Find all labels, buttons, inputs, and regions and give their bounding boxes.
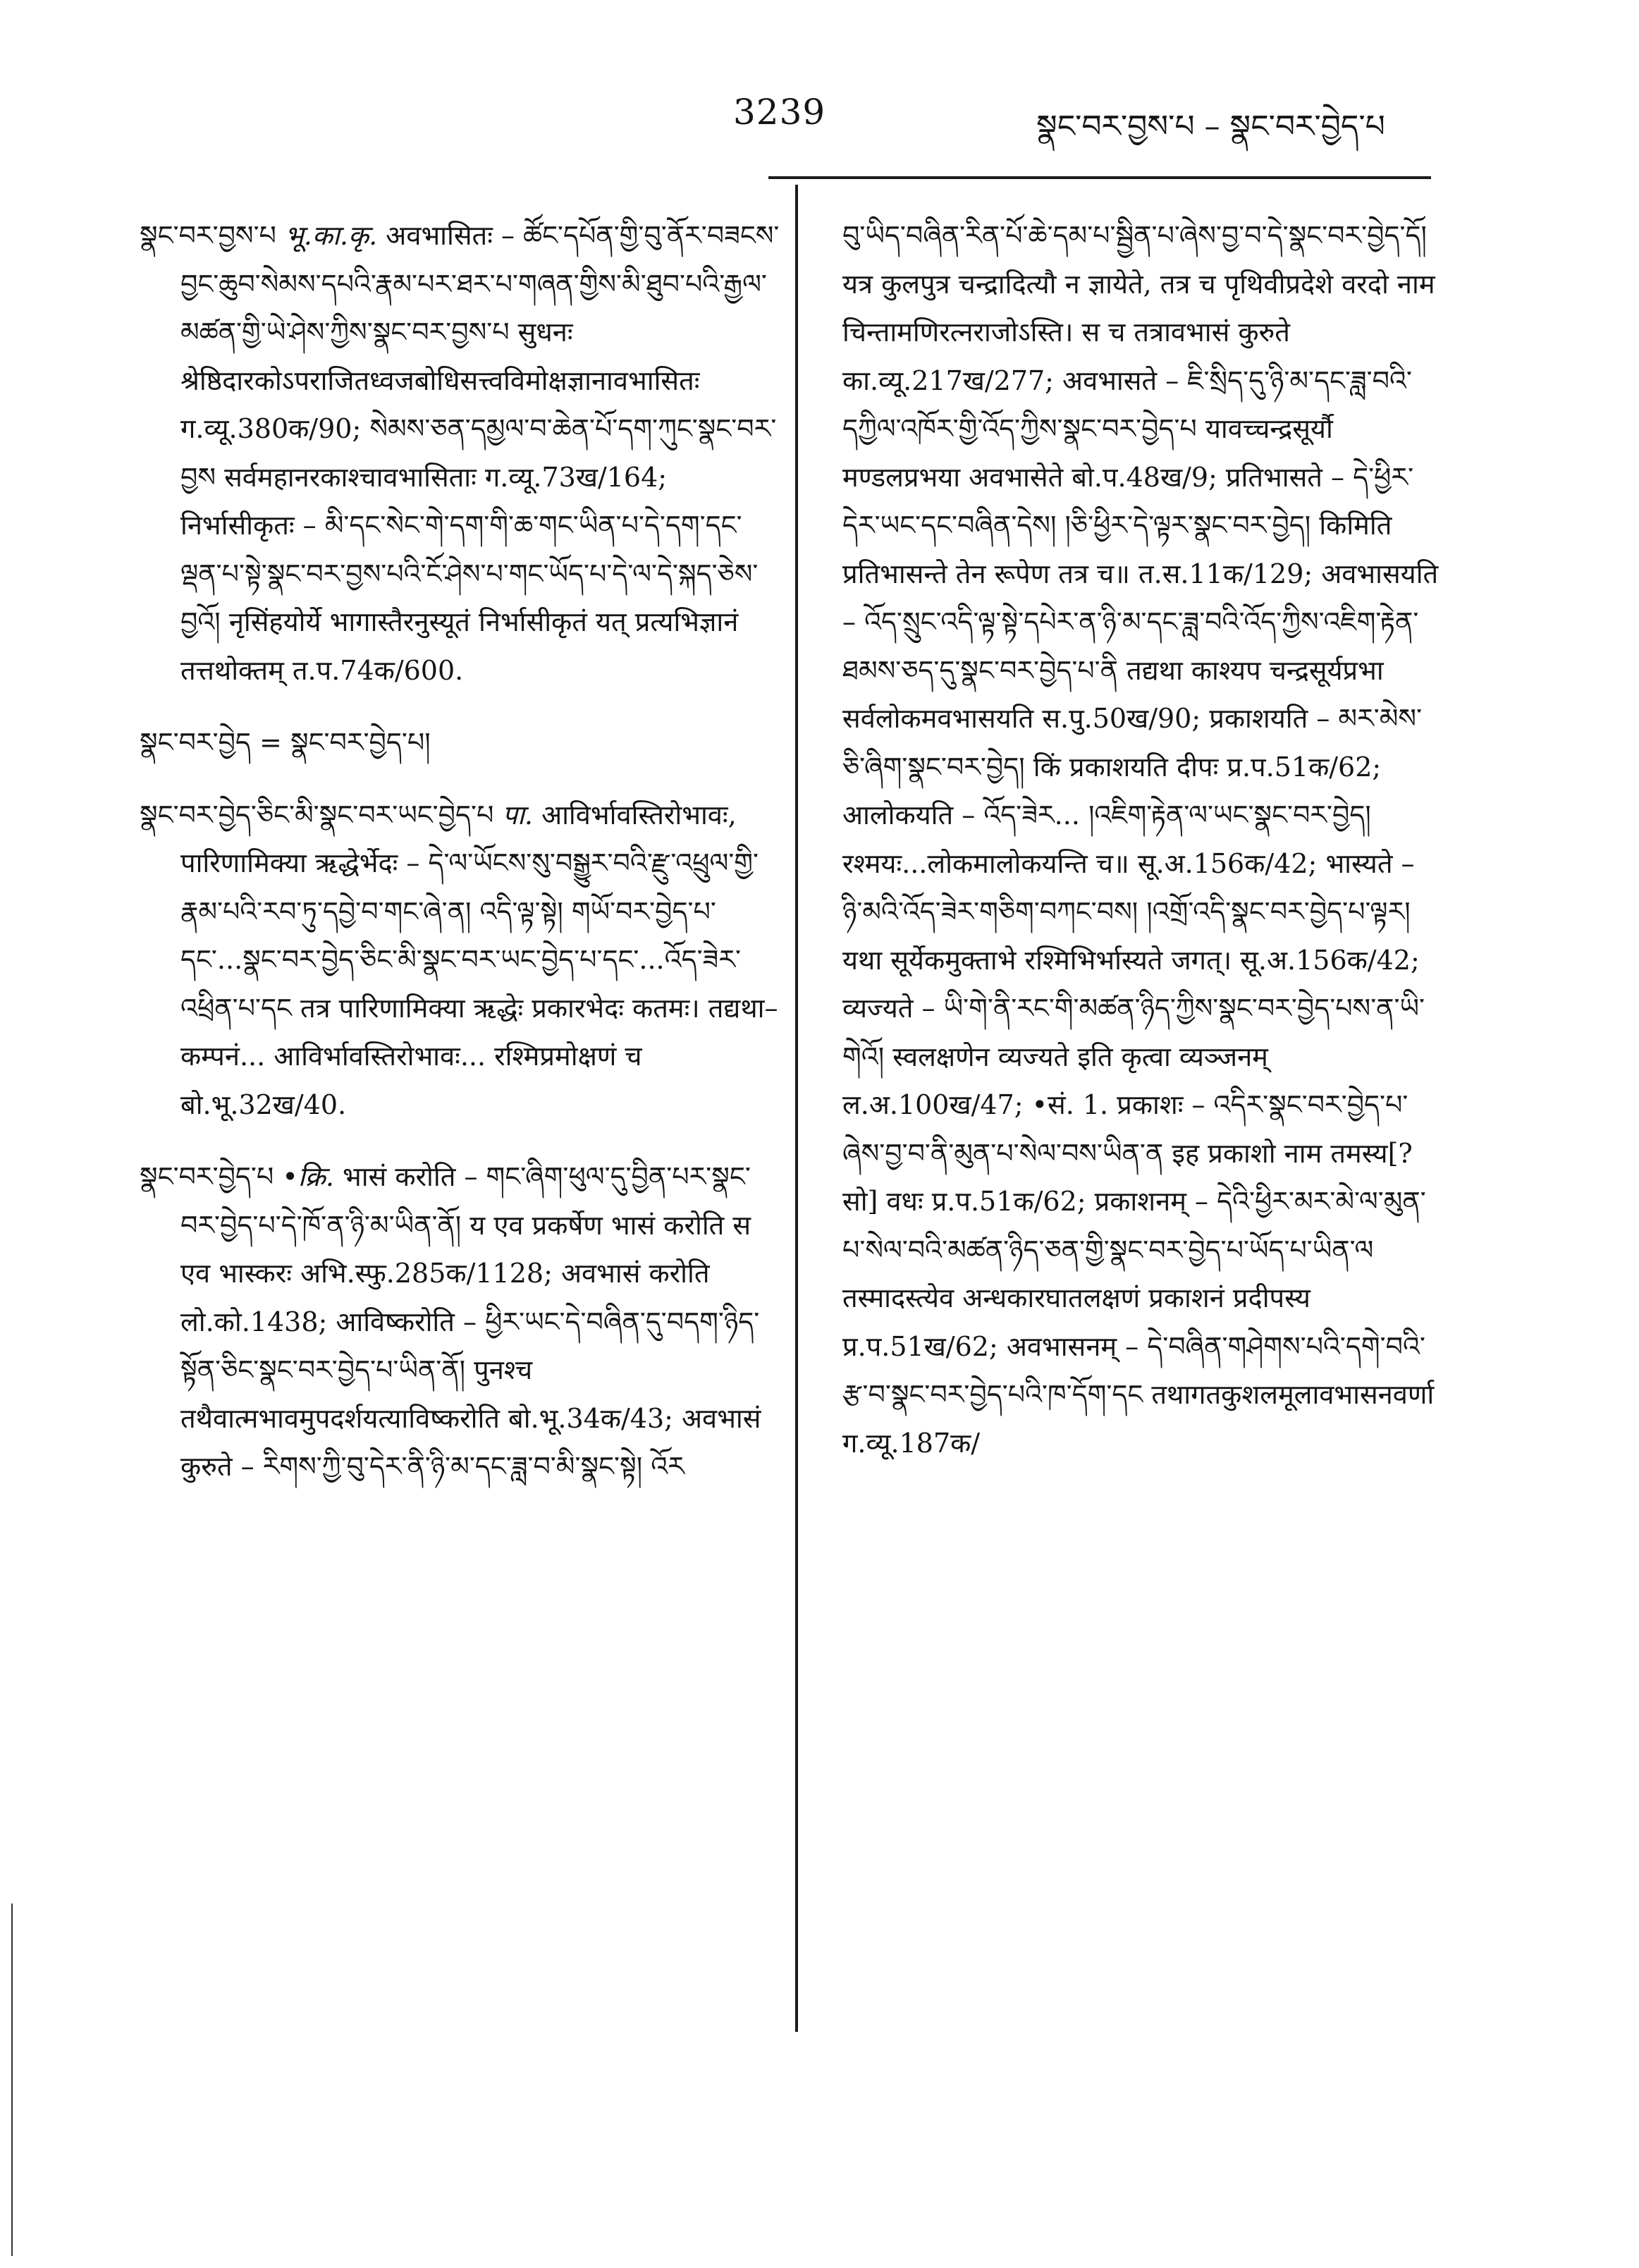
margin-line [11,1904,13,2256]
entry-body: अवभासितः – ཚོང་དཔོན་གྱི་བུ་ནོར་བཟངས་བྱང་ཆུབ་སེམས་དཔའི་རྣམ་པར་ཐར་པ་གཞན་གྱིས་མི་ཐུབ་པའི་རྒྱལ་མཚན་གྱི་ཡེ་ཤེས་ཀྱིས་སྣང་བར་བྱས་པ सुधनः श्रेष्ठिदारकोऽपराजितध्वजबोधिसत्त्वविमोक्षज्ञानावभासितः ग.व्यू.380क/90; སེམས་ཅན་དམྱལ་བ་ཆེན་པོ་དག་ཀུང་སྣང་བར་བྱས सर्वमहानरकाश्चावभासिताः ग.व्यू.73ख/164; निर्भासीकृतः – མི་དང་སེང་གེ་དག་གི་ཆ་གང་ཡིན་པ་དེ་དག་དང་ལྡན་པ་སྟེ་སྣང་བར་བྱས་པའི་ངོ་ཤེས་པ་གང་ཡོད་པ་དེ་ལ་དེ་སྐད་ཅེས་བྱའོ། नृसिंहयोर्ये भागास्तैरनुस्यूतं निर्भासीकृतं यत् प्रत्यभिज्ञानं तत्तथोक्तम् त.प.74क/600. [180,220,780,686]
entry-body: = སྣང་བར་བྱེད་པ། [259,727,431,758]
grammar-tag: •क्रि. [282,1161,334,1192]
grammar-tag: भू.का.कृ. [285,220,378,251]
entry-body: आविर्भावस्तिरोभावः, पारिणामिक्या ऋद्धेर्भेदः – དེ་ལ་ཡོངས་སུ་བསྒྱུར་བའི་རྫུ་འཕྲུལ་གྱི་རྣམ་པའི་རབ་ཏུ་དབྱེ་བ་གང་ཞེ་ན། འདི་ལྟ་སྟེ། གཡོ་བར་བྱེད་པ་དང་...སྣང་བར་བྱེད་ཅིང་མི་སྣང་བར་ཡང་བྱེད་པ་དང་...འོད་ཟེར་འཕྲིན་པ་དང तत्र पारिणामिक्या ऋद्धेः प्रकारभेदः कतमः। तद्यथा–कम्पनं... आविर्भावस्तिरोभावः... रश्मिप्रमोक्षणं च बो.भू.32ख/40. [180,799,778,1120]
dictionary-entry [140,212,781,694]
running-head: སྣང་བར་བྱས་པ – སྣང་བར་བྱེད་པ [1036,109,1385,145]
entry-body: भासं करोति – གང་ཞིག་ཕུལ་དུ་བྱིན་པར་སྣང་བར་བྱེད་པ་དེ་ཁོ་ན་ཉི་མ་ཡིན་ནོ། य एव प्रकर्षेण भासं करोति स एव भास्करः अभि.स्फु.285क/1128; अवभासं करोति लो.को.1438; आविष्करोति – ཕྱིར་ཡང་དེ་བཞིན་དུ་བདག་ཉིད་སྟོན་ཅིང་སྣང་བར་བྱེད་པ་ཡིན་ནོ། पुनश्च तथैवात्मभावमुपदर्शयत्याविष्करोति बो.भू.34क/43; अवभासं कुरुते – རིགས་ཀྱི་བུ་དེར་ནི་ཉི་མ་དང་ཟླ་བ་མི་སྣང་སྟེ། འོར [180,1161,761,1482]
dictionary-entry [140,718,781,767]
page-number: 3239 [733,92,826,133]
grammar-tag: पा. [502,799,533,830]
entry-headword: སྣང་བར་བྱས་པ [140,220,276,251]
right-column [842,212,1442,1467]
left-column [140,212,781,1491]
entry-headword: སྣང་བར་བྱེད [140,727,251,758]
entry-headword: སྣང་བར་བྱེད་ཅིང་མི་སྣང་བར་ཡང་བྱེད་པ [140,799,494,830]
entry-continuation: བུ་ཡིད་བཞིན་རིན་པོ་ཆེ་དམ་པ་སྦྱིན་པ་ཞེས་བྱ་བ་དེ་སྣང་བར་བྱེད་དོ། यत्र कुलपुत्र चन्द्रादित्यौ न ज्ञायेते, तत्र च पृथिवीप्रदेशे वरदो नाम चिन्तामणिरत्नराजोऽस्ति। स च तत्रावभासं कुरुते का.व्यू.217ख/277; अवभासते – ཇི་སྲིད་དུ་ཉི་མ་དང་ཟླ་བའི་དཀྱིལ་འཁོར་གྱི་འོད་ཀྱིས་སྣང་བར་བྱེད་པ यावच्चन्द्रसूर्यौ मण्डलप्रभया अवभासेते बो.प.48ख/9; प्रतिभासते – དེ་ཕྱིར་དེར་ཡང་དང་བཞིན་དེས། །ཅི་ཕྱིར་དེ་ལྟར་སྣང་བར་བྱེད། किमिति प्रतिभासन्ते तेन रूपेण तत्र च॥ त.स.11क/129; अवभासयति – འོད་སྲུང་འདི་ལྟ་སྟེ་དཔེར་ན་ཉི་མ་དང་ཟླ་བའི་འོད་ཀྱིས་འཇིག་རྟེན་ཐམས་ཅད་དུ་སྣང་བར་བྱེད་པ་ནི तद्यथा काश्यप चन्द्रसूर्यप्रभा सर्वलोकमवभासयति स.पु.50ख/90; प्रकाशयति – མར་མེས་ཅི་ཞིག་སྣང་བར་བྱེད། किं प्रकाशयति दीपः प्र.प.51क/62; आलोकयति – འོད་ཟེར... །འཇིག་རྟེན་ལ་ཡང་སྣང་བར་བྱེད། रश्मयः...लोकमालोकयन्ति च॥ सू.अ.156क/42; भास्यते – ཉི་མའི་འོད་ཟེར་གཅིག་བཀང་བས། །འགྲོ་འདི་སྣང་བར་བྱེད་པ་ལྟར། यथा सूर्येकमुक्ताभे रश्मिभिर्भास्यते जगत्। सू.अ.156क/42; व्यज्यते – ཡི་གེ་ནི་རང་གི་མཚན་ཉིད་ཀྱིས་སྣང་བར་བྱེད་པས་ན་ཡི་གེའོ། स्वलक्षणेन व्यज्यते इति कृत्वा व्यञ्जनम् ल.अ.100ख/47; •सं. 1. प्रकाशः – འདིར་སྣང་བར་བྱེད་པ་ཞེས་བྱ་བ་ནི་མུན་པ་སེལ་བས་ཡིན་ན इह प्रकाशो नाम तमस्य[? सो] वधः प्र.प.51क/62; प्रकाशनम् – དེའི་ཕྱིར་མར་མེ་ལ་མུན་པ་སེལ་བའི་མཚན་ཉིད་ཅན་གྱི་སྣང་བར་བྱེད་པ་ཡོད་པ་ཡིན་ལ तस्मादस्त्येव अन्धकारघातलक्षणं प्रकाशनं प्रदीपस्य प्र.प.51ख/62; अवभासनम् – དེ་བཞིན་གཤེགས་པའི་དགེ་བའི་རྩ་བ་སྣང་བར་བྱེད་པའི་ཁ་དོག་དང तथागतकुशलमूलावभासनवर्णा ग.व्यू.187क/ [842,220,1439,1459]
dictionary-entry [140,791,781,1129]
column-divider [795,185,798,2032]
dictionary-entry [140,1153,781,1491]
entry-headword: སྣང་བར་བྱེད་པ [140,1161,274,1192]
header-rule [768,176,1431,179]
